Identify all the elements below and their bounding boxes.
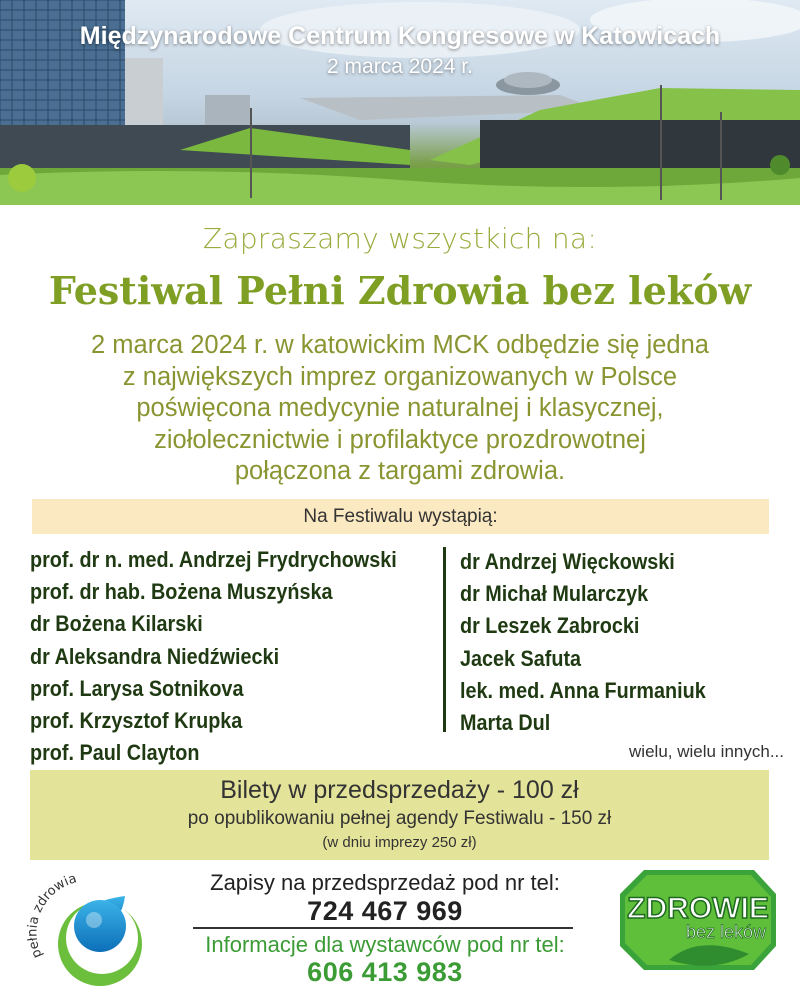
speaker-item: lek. med. Anna Furmaniuk <box>460 677 706 703</box>
pelnia-zdrowia-logo <box>20 866 160 996</box>
venue-title: Międzynarodowe Centrum Kongresowe w Katowicach <box>79 22 721 50</box>
registration-label: Zapisy na przedsprzedaż pod nr tel: <box>210 870 560 895</box>
speaker-item: dr Michał Mularczyk <box>460 581 649 607</box>
contact-separator <box>193 927 573 929</box>
speakers-heading: Na Festiwalu wystąpią: <box>32 499 769 534</box>
speaker-item: prof. Paul Clayton <box>30 740 200 766</box>
exhibitors-phone: 606 413 983 <box>307 957 463 987</box>
exhibitors-label: Informacje dla wystawców pod nr tel: <box>205 932 565 957</box>
zdrowie-bez-lekow-logo <box>614 862 779 982</box>
speaker-item: Marta Dul <box>460 710 551 736</box>
festival-title: Festiwal Pełni Zdrowia bez leków <box>48 268 752 313</box>
event-description <box>40 330 760 488</box>
speakers-list-right <box>460 546 780 739</box>
speaker-item: prof. dr n. med. Andrzej Frydrychowski <box>30 547 397 572</box>
logo-left-text: pełnia zdrowia <box>25 871 79 961</box>
speaker-item: prof. Krzysztof Krupka <box>30 708 243 734</box>
header-photo <box>0 0 800 205</box>
speaker-item: dr Aleksandra Niedźwiecki <box>30 643 280 669</box>
logo-right-sub: bez leków <box>685 922 767 942</box>
description-line: z największych imprez organizowanych w Polsce <box>122 362 678 391</box>
description-line: poświęcona medycynie naturalnej i klasycznej, <box>136 394 664 422</box>
water-drop-icon <box>20 866 160 996</box>
logo-right-main: ZDROWIE <box>627 892 769 925</box>
speaker-item: prof. Larysa Sotnikova <box>30 675 244 701</box>
registration-phone: 724 467 969 <box>307 896 463 926</box>
speaker-item: dr Andrzej Więckowski <box>460 549 675 574</box>
speakers-list-left <box>30 544 440 769</box>
tickets-box <box>30 770 769 860</box>
description-line: połączona z targami zdrowia. <box>234 457 566 485</box>
ticket-presale-price: Bilety w przedsprzedaży - 100 zł <box>220 776 579 804</box>
invite-text: Zapraszamy wszystkich na: <box>202 222 598 255</box>
ticket-after-agenda-price: po opublikowaniu pełnej agendy Festiwalu - 150 zł <box>187 808 612 829</box>
event-date: 2 marca 2024 r. <box>327 55 473 78</box>
more-speakers-note: wielu, wielu innych... <box>629 742 784 761</box>
leaf-badge-icon <box>614 862 779 982</box>
speaker-item: dr Bożena Kilarski <box>30 611 203 637</box>
description-line: 2 marca 2024 r. w katowickim MCK odbędzie się jedna <box>91 331 709 359</box>
speaker-item: Jacek Safuta <box>460 645 582 671</box>
description-line: ziołolecznictwie i profilaktyce prozdrowotnej <box>154 425 646 454</box>
speaker-item: prof. dr hab. Bożena Muszyńska <box>30 579 333 605</box>
speaker-item: dr Leszek Zabrocki <box>460 613 640 639</box>
ticket-event-day-price: (w dniu imprezy 250 zł) <box>322 834 477 851</box>
column-divider <box>443 547 446 732</box>
